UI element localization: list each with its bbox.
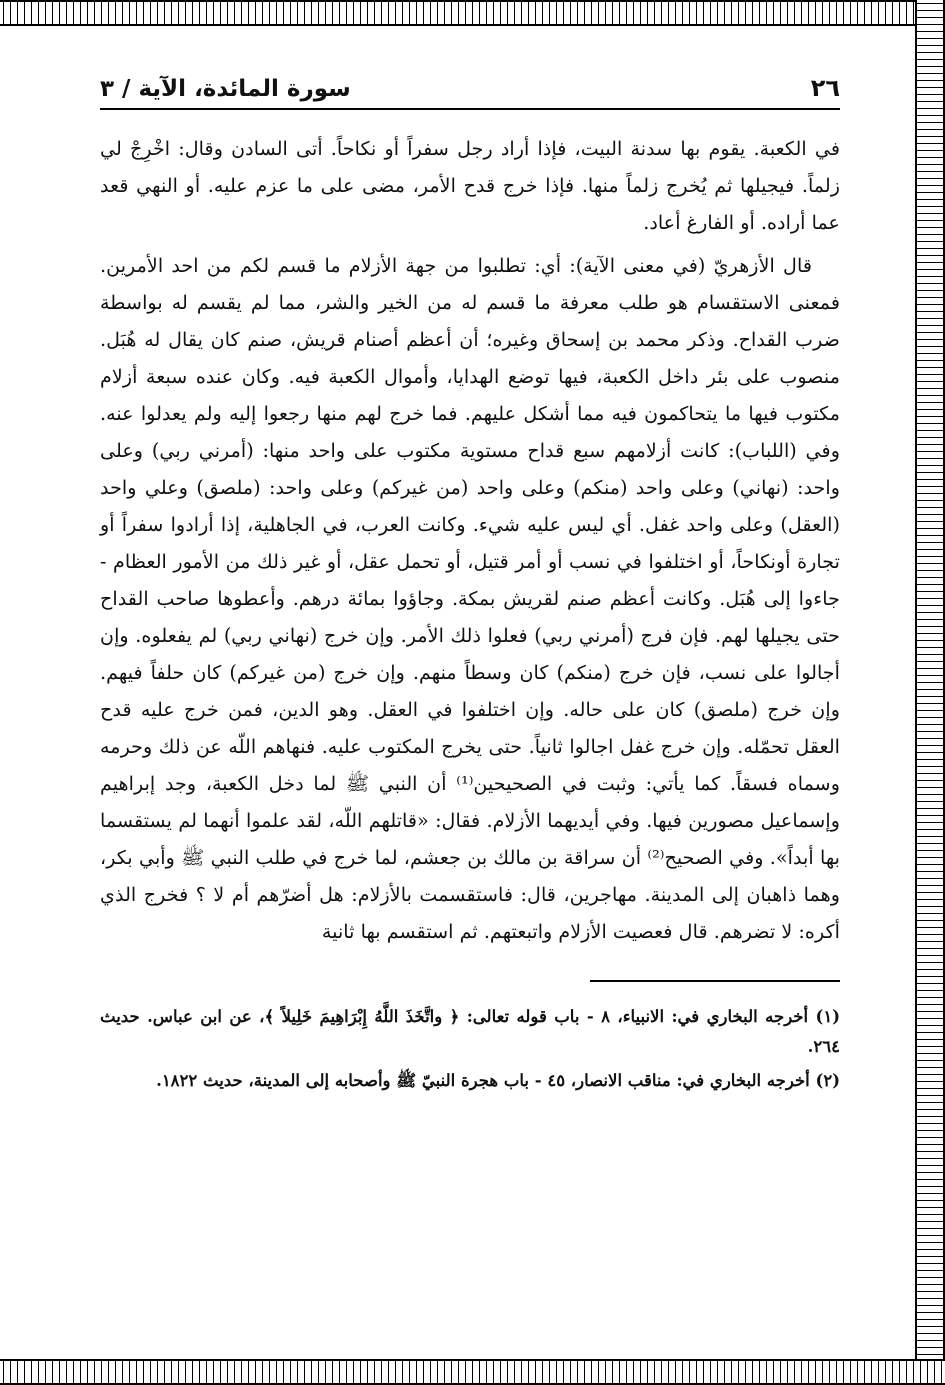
footnote: (٢) أخرجه البخاري في: مناقب الانصار، ٤٥ - باب هجرة النبيّ ﷺ وأصحابه إلى المدينة، حديث ١٨٢٢. xyxy=(156,1071,840,1090)
main-text xyxy=(100,130,840,950)
decorative-border-right xyxy=(915,0,945,1385)
decorative-border-top xyxy=(0,0,945,26)
footnote-divider xyxy=(590,980,840,982)
page-header xyxy=(100,62,840,110)
paragraph: قال الأزهريّ (في معنى الآية): أي: تطلبوا من جهة الأزلام ما قسم لكم من احد الأمرين. فمعنى الاستقسام هو طلب معرفة ما قسم له من الخير والشر، مما لم يقسم له بواسطة ضرب القداح. وذكر محمد بن إسحاق وغيره؛ أن أعظم أصنام قريش، صنم كان يقال له هُبَل. منصوب على بئر داخل الكعبة، فيها توضع الهدايا، وأموال الكعبة فيه. وكان عنده سبعة أزلام مكتوب فيها ما يتحاكمون فيه مما أشكل عليهم. فما خرج لهم منها رجعوا إليه ولم يعدلوا عنه. وفي (اللباب): كانت أزلامهم سبع قداح مستوية مكتوب على واحد منها: (أمرني ربي) وعلى واحد: (نهاني) وعلى واحد (منكم) وعلى واحد (من غيركم) وعلى واحد: (ملصق) وعلي واحد (العقل) وعلى واحد غفل. أي ليس عليه شيء. وكانت العرب، في الجاهلية، إذا أرادوا سفراً أو تجارة أونكاحاً، أو اختلفوا في نسب أو أمر قتيل، أو تحمل عقل، أو غير ذلك من الأمور العظام - جاءوا إلى هُبَل. وكانت أعظم صنم لقريش بمكة. وجاؤوا بمائة درهم. وأعطوها صاحب القداح حتى يجيلها لهم. فإن فرج (أمرني ربي) فعلوا ذلك الأمر. وإن خرج (نهاني ربي) لم يفعلوه. وإن أجالوا على نسب، فإن خرج (منكم) كان وسطاً منهم. وإن خرج (من غيركم) كان حلفاً فيهم. وإن خرج (ملصق) كان على حاله. وإن اختلفوا في العقل. وهو الدين، فمن خرج عليه قدح العقل تحمّله. وإن خرج غفل اجالوا ثانياً. حتى يخرج المكتوب عليه. فنهاهم اللّه عن ذلك وحرمه وسماه فسقاً. كما يأتي: وثبت في الصحيحين⁽¹⁾ أن النبي ﷺ لما دخل الكعبة، وجد إبراهيم وإسماعيل مصورين فيها. وفي أيديهما الأزلام. فقال: «قاتلهم اللّه، لقد علموا أنهما لم يستقسما بها أبداً». وفي الصحيح⁽²⁾ أن سراقة بن مالك بن جعشم، لما خرج في طلب النبي ﷺ وأبي بكر، وهما ذاهبان إلى المدينة. مهاجرين، قال: فاستقسمت بالأزلام: هل أضرّهم أم لا ؟ فخرج الذي أكره: لا تضرهم. قال فعصيت الأزلام واتبعتهم. ثم استقسم بها ثانية xyxy=(100,254,841,943)
decorative-border-bottom xyxy=(0,1359,945,1385)
paragraph: في الكعبة. يقوم بها سدنة البيت، فإذا أراد رجل سفراً أو نكاحاً. أتى السادن وقال: اخْرِجْ لي زلماً. فيجيلها ثم يُخرج زلماً منها. فإذا خرج قدح الأمر، مضى على ما عزم عليه. أو النهي قعد عما أراده. أو الفارغ أعاد. xyxy=(100,137,840,234)
footnotes xyxy=(100,1002,840,1096)
running-head: سورة المائدة، الآية / ٣ xyxy=(100,76,351,102)
page xyxy=(100,62,840,1100)
page-number: ٢٦ xyxy=(810,74,840,102)
footnote: (١) أخرجه البخاري في: الانبياء، ٨ - باب قوله تعالى: ﴿ واتَّخَذَ اللَّهُ إِبْرَاهِيمَ خَلِيلاً ﴾، عن ابن عباس. حديث ٢٦٤. xyxy=(100,1007,840,1056)
